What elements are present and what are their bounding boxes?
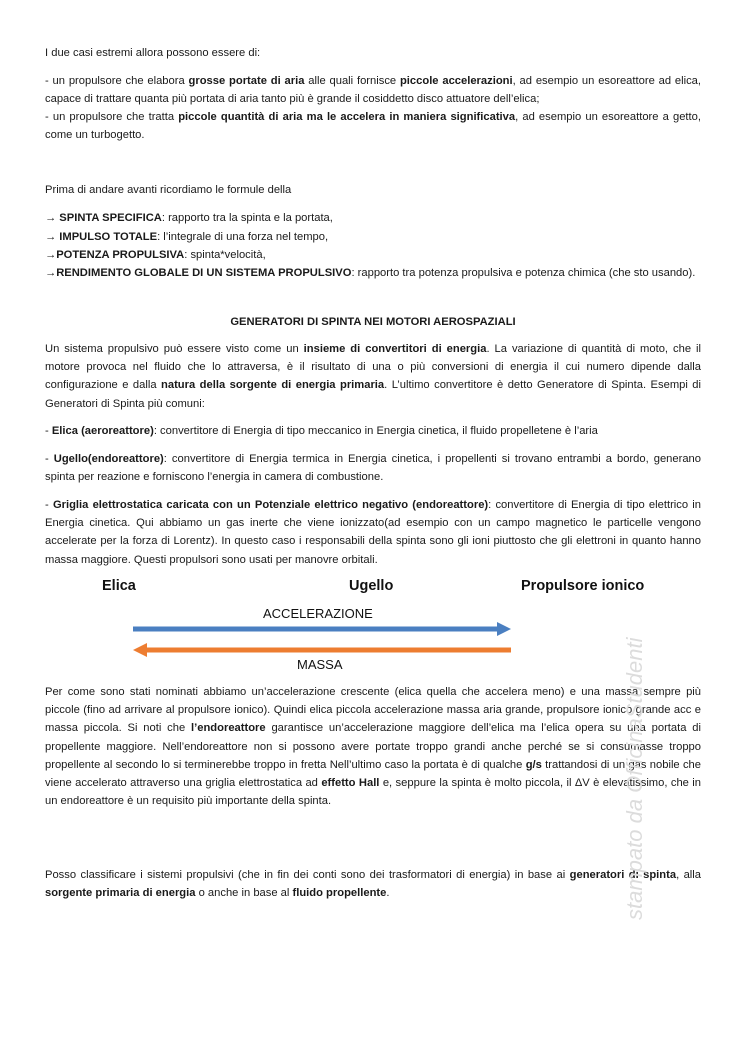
formula-spinta-specifica: → SPINTA SPECIFICA: rapporto tra la spinta e la portata, bbox=[45, 212, 333, 224]
diagram-label-ugello: Ugello bbox=[349, 578, 394, 594]
acceleration-arrow bbox=[133, 622, 511, 636]
intro-paragraph: I due casi estremi allora possono essere di: bbox=[45, 47, 261, 59]
formulas-intro: Prima di andare avanti ricordiamo le formule della bbox=[45, 184, 292, 196]
diagram-label-propulsore-ionico: Propulsore ionico bbox=[521, 578, 645, 594]
item-elica: - Elica (aeroreattore): convertitore di Energia di tipo meccanico in Energia cinetica, il fluido propelletene è l’aria bbox=[45, 425, 598, 437]
paragraph-confronto: Per come sono stati nominati abbiamo un’accelerazione crescente (elica quella che accelera meno) e una massa sempre più piccole (fino ad arrivare al propulsore ionico). Quindi elica piccola accelerazione massa aria grande, propulsore ionico grande acc e massa piccola. Si noti che l’endoreattore garantisce un’accelerazione maggiore dell’elica ma l’elica opera su una portata di propellente maggiore. Nell’endoreattore non si possono avere portate troppo grandi anche perché se si consumasse troppo propellente al secondo lo si terminerebbe troppo in fretta Nell’ultimo caso la portata è di qualche g/s trattandosi di un gas nobile che viene accelerato attraverso una griglia elettrostatica ad effetto Hall e, seppure la spinta è molto piccola, il ΔV è elevatissimo, che in un endoreattore è un requisito più importante della spinta. bbox=[45, 686, 702, 808]
formula-rendimento-globale: →RENDIMENTO GLOBALE DI UN SISTEMA PROPULSIVO: rapporto tra potenza propulsiva e potenza chimica (che sto usando). bbox=[45, 267, 696, 279]
svg-text:stampato da OfficinaStudenti: stampato da OfficinaStudenti bbox=[622, 637, 647, 920]
diagram-label-massa: MASSA bbox=[297, 657, 343, 672]
watermark bbox=[582, 500, 692, 930]
formula-potenza-propulsiva: →POTENZA PROPULSIVA: spinta*velocità, bbox=[45, 249, 266, 261]
formula-impulso-totale: → IMPULSO TOTALE: l’integrale di una forza nel tempo, bbox=[45, 231, 329, 243]
diagram-label-accelerazione: ACCELERAZIONE bbox=[263, 606, 373, 621]
list-item-1: - un propulsore che elabora grosse portate di aria alle quali fornisce piccole accelerazioni, ad esempio un esoreattore ad elica, capace di trattare quanta più portata di aria tanto più è grande il cosiddetto disco attuatore dell’elica; bbox=[45, 75, 701, 106]
item-ugello: - Ugello(endoreattore): convertitore di Energia termica in Energia cinetica, i propellenti si trovano entrambi a bordo, generano spinta per reazione e forniscono l’energia in camera di combustione. bbox=[45, 453, 702, 484]
diagram-label-elica: Elica bbox=[102, 578, 136, 594]
diagram-arrows bbox=[125, 618, 525, 660]
item-griglia: - Griglia elettrostatica caricata con un Potenziale elettrico negativo (endoreattore): convertitore di Energia di tipo elettrico in Energia cinetica. Qui abbiamo un gas inerte che viene ionizzato(ad esempio con un campo magnetico le particelle vengono accelerate per la forza di Lorentz). In questo caso i responsabili della spinta sono gli ioni piuttosto che gli elettroni in quanto hanno massa maggiore. Questi propulsori sono usati per manovre orbitali. bbox=[45, 499, 702, 566]
paragraph-classificazione: Posso classificare i sistemi propulsivi (che in fin dei conti sono dei trasformatori di energia) in base ai generatori di spinta, alla sorgente primaria di energia o anche in base al fluido propellente. bbox=[45, 869, 701, 900]
mass-arrow bbox=[133, 643, 511, 657]
list-item-2: - un propulsore che tratta piccole quantità di aria ma le accelera in maniera significativa, ad esempio un esoreattore a getto, come un turbogetto. bbox=[45, 111, 701, 142]
section-heading: GENERATORI DI SPINTA NEI MOTORI AEROSPAZIALI bbox=[230, 316, 516, 328]
paragraph-convertitori: Un sistema propulsivo può essere visto come un insieme di convertitori di energia. La variazione di quantità di moto, che il motore provoca nel fluido che lo attraversa, è il risultato di una o più conversioni di energia il cui numero dipende dalla configurazione e dalla natura della sorgente di energia primaria. L’ultimo convertitore è detto Generatore di Spinta. Esempi di Generatori di Spinta più comuni: bbox=[45, 343, 702, 410]
